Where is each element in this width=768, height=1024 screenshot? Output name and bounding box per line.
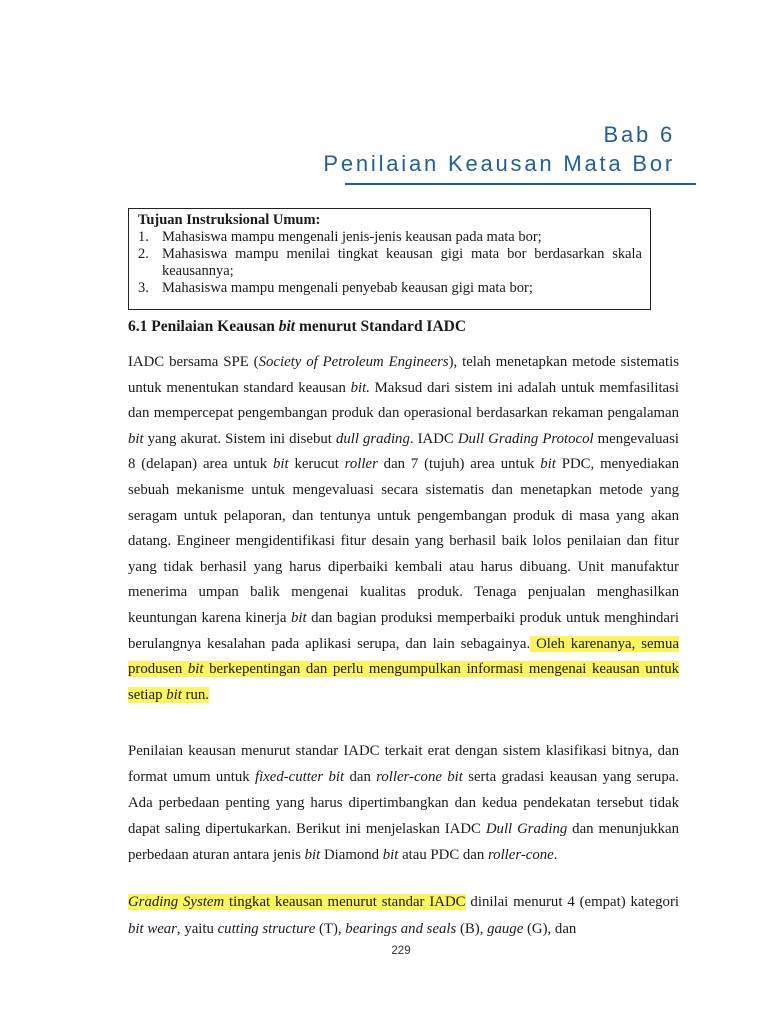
chapter-title-rule bbox=[345, 183, 696, 185]
chapter-title: Penilaian Keausan Mata Bor bbox=[323, 151, 675, 176]
chapter-number: Bab 6 bbox=[603, 122, 675, 147]
learning-objectives-box bbox=[128, 208, 651, 310]
objective-text: Mahasiswa mampu mengenali jenis-jenis keausan pada mata bor; bbox=[162, 229, 542, 245]
paragraph-iadc-intro: IADC bersama SPE (Society of Petroleum Engineers), telah menetapkan metode sistematis untuk menentukan standard keausan bit. Maksud dari sistem ini adalah untuk memfasilitasi dan mempercepat pengembangan produk dan operasional berdasarkan rekaman pengalaman bit yang akurat. Sistem ini disebut dull grading. IADC Dull Grading Protocol mengevaluasi 8 (delapan) area untuk bit kerucut roller dan 7 (tujuh) area untuk bit PDC, menyediakan sebuah mekanisme untuk mengevaluasi secara sistematis dan menetapkan metode yang seragam untuk pelaporan, dan tentunya untuk pengembangan produk di masa yang akan datang. Engineer mengidentifikasi fitur desain yang berhasil baik lolos penilaian dan fitur yang tidak berhasil yang harus diperbaiki kembali atau harus dibuang. Unit manufaktur menerima umpan balik mengenai kualitas produk. Tenaga penjualan menghasilkan keuntungan karena kinerja bit dan bagian produksi memperbaiki produk untuk menghindari berulangnya kesalahan pada aplikasi serupa, dan lain sebagainya. Oleh karenanya, semua produsen bit berkepentingan dan perlu mengumpulkan informasi mengenai keausan untuk setiap bit run. bbox=[128, 354, 680, 703]
objective-item bbox=[138, 280, 642, 297]
objective-text: Mahasiswa mampu mengenali penyebab keausan gigi mata bor; bbox=[162, 280, 533, 296]
objective-number: 2. bbox=[138, 246, 149, 262]
paragraph-classification: Penilaian keausan menurut standar IADC terkait erat dengan sistem klasifikasi bitnya, dan format umum untuk fixed-cutter bit dan roller-cone bit serta gradasi keausan yang serupa. Ada perbedaan penting yang harus dipertimbangkan dan kedua pendekatan tersebut tidak dapat saling dipertukarkan. Berikut ini menjelaskan IADC Dull Grading dan menunjukkan perbedaan aturan antara jenis bit Diamond bit atau PDC dan roller-cone. bbox=[128, 743, 680, 863]
objective-text: Mahasiswa mampu menilai tingkat keausan gigi mata bor berdasarkan skala keausannya; bbox=[162, 246, 642, 279]
highlighted-text: Oleh karenanya, semua produsen bit berkepentingan dan perlu mengumpulkan informasi mengenai keausan untuk setiap bit run. bbox=[128, 635, 680, 703]
objective-item bbox=[138, 246, 642, 280]
objective-item bbox=[138, 229, 642, 246]
page-number: 229 bbox=[391, 945, 411, 957]
section-heading: 6.1 Penilaian Keausan bit menurut Standard IADC bbox=[128, 318, 467, 335]
objective-number: 3. bbox=[138, 280, 149, 296]
paragraph-grading-system: Grading System tingkat keausan menurut standar IADC dinilai menurut 4 (empat) kategori bit wear, yaitu cutting structure (T), bearings and seals (B), gauge (G), dan bbox=[128, 894, 679, 937]
highlighted-text: Grading System tingkat keausan menurut standar IADC bbox=[128, 894, 466, 910]
objectives-title: Tujuan Instruksional Umum: bbox=[138, 212, 321, 228]
objective-number: 1. bbox=[138, 229, 149, 245]
